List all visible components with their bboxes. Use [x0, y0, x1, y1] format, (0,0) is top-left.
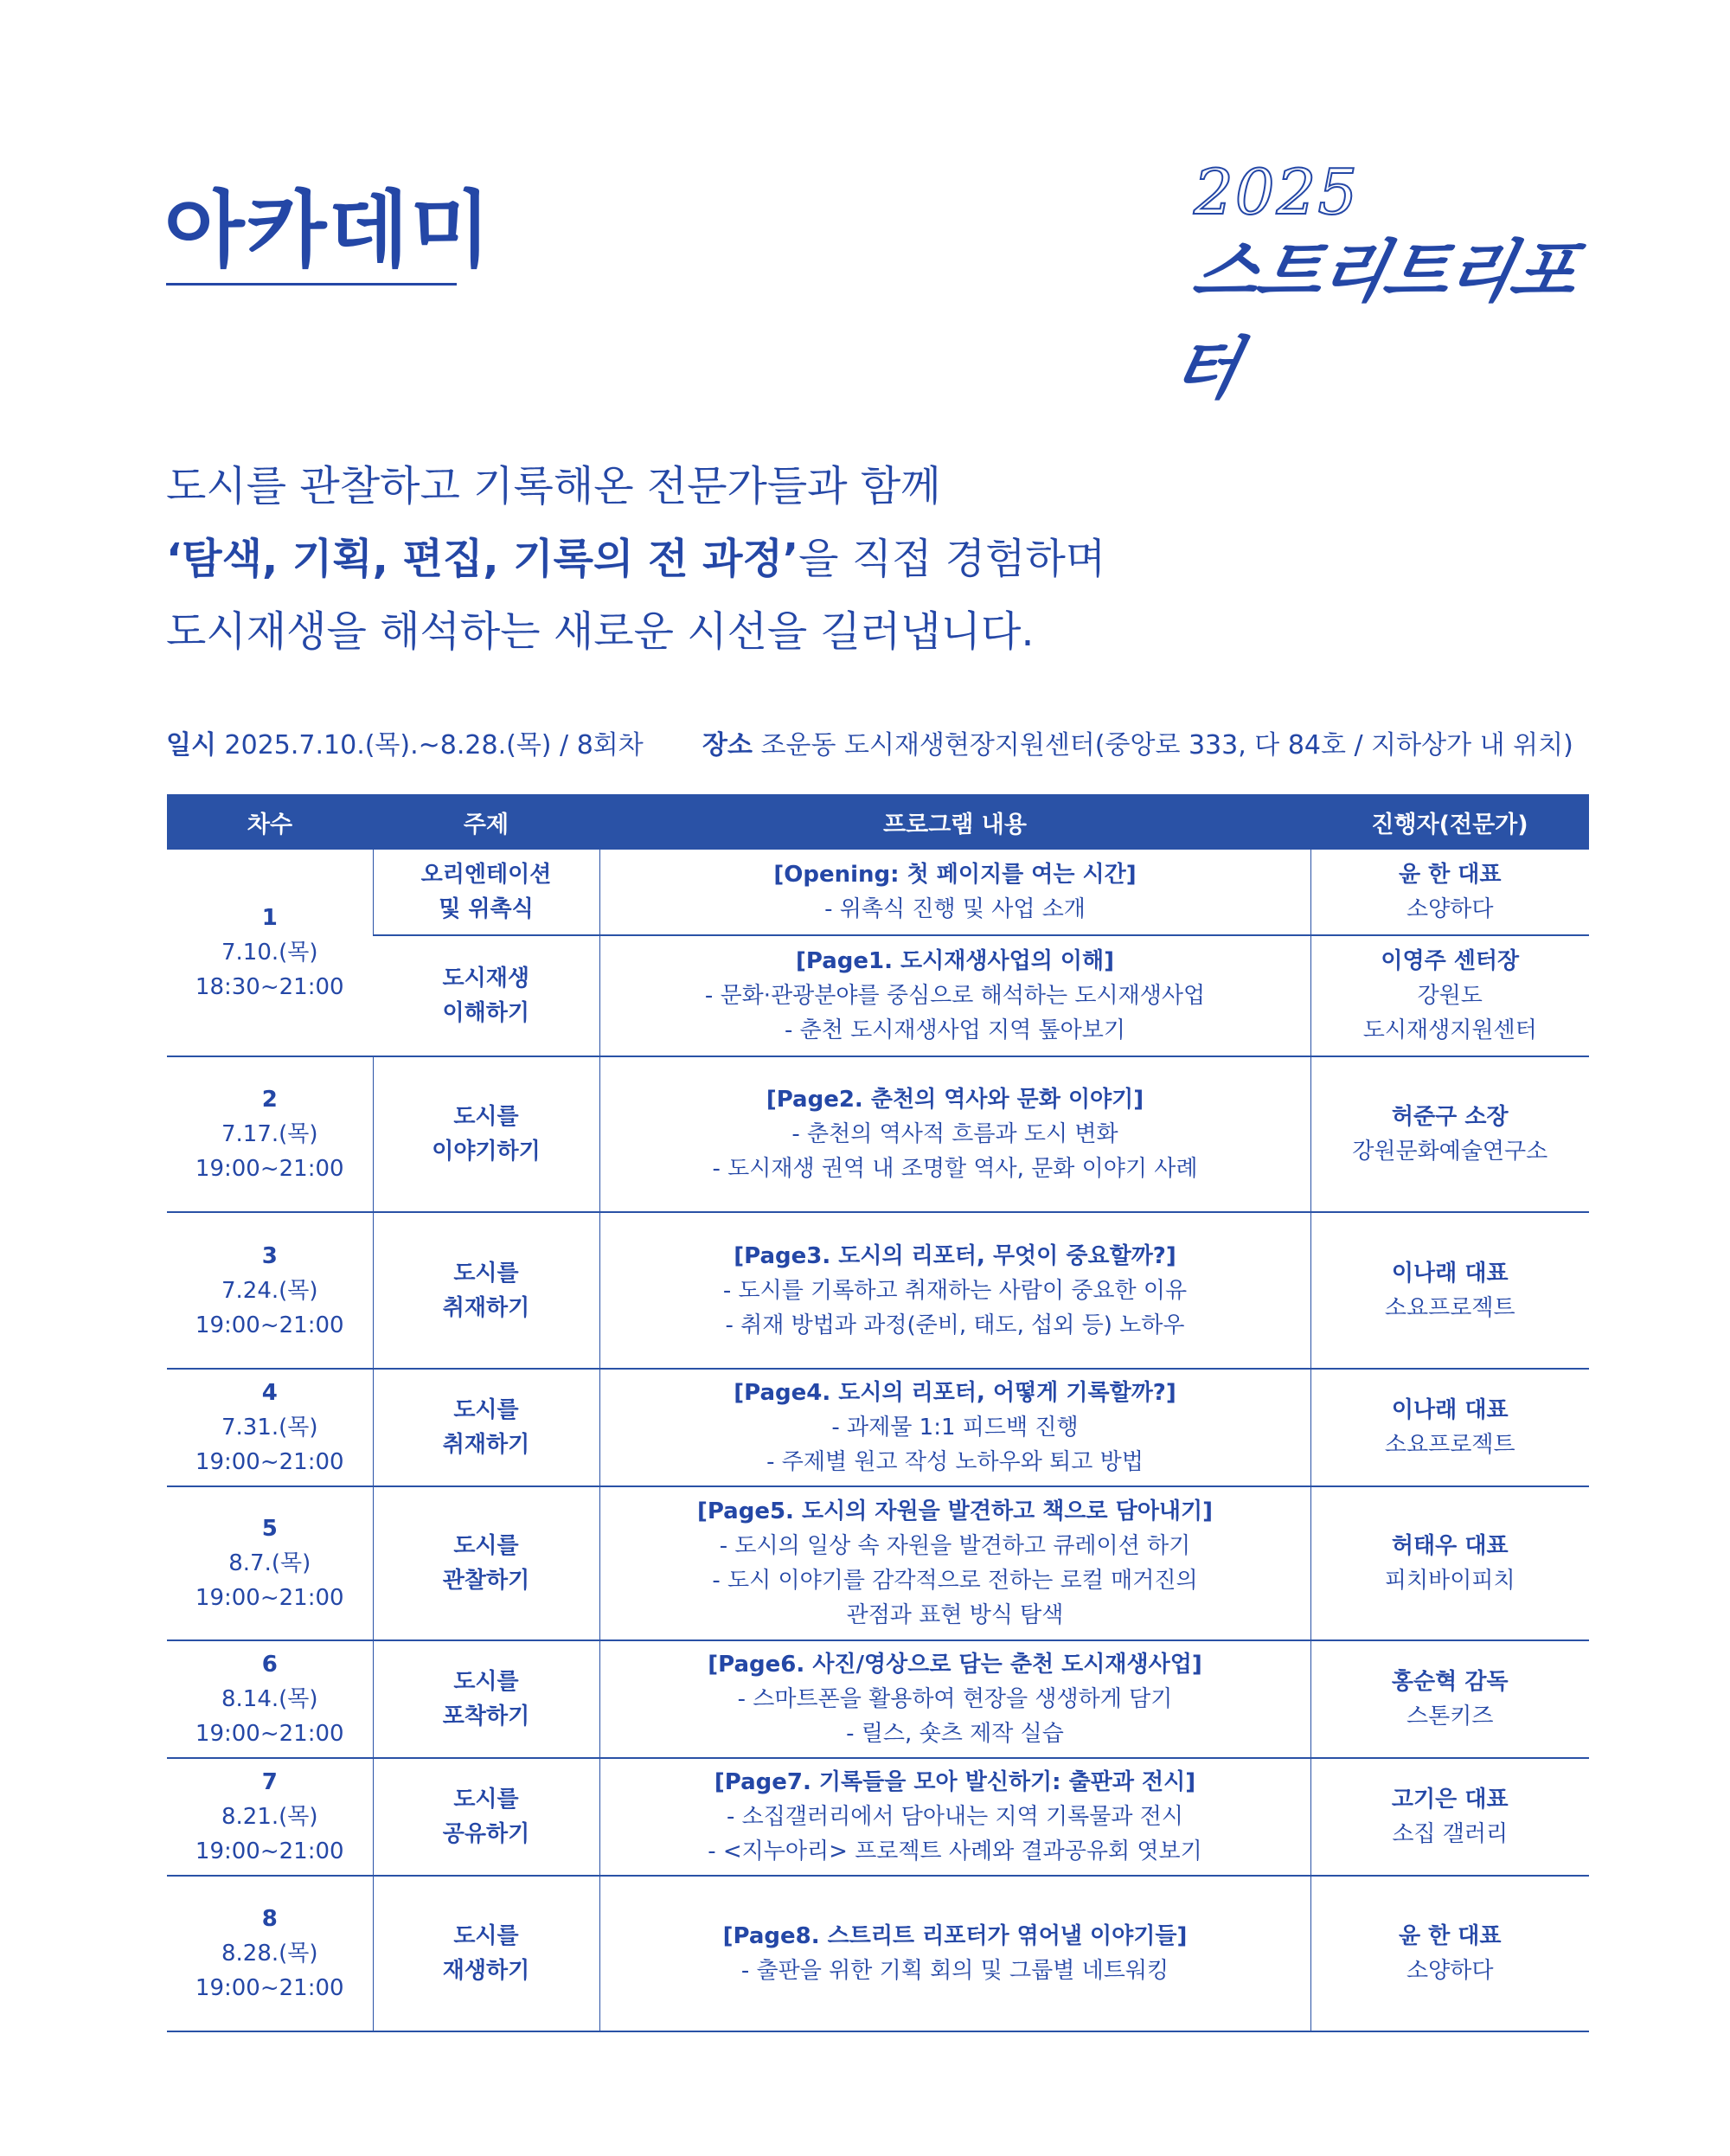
table-row	[167, 1369, 1589, 1486]
header-program: 프로그램 내용	[599, 794, 1310, 850]
program-title: [Page2. 춘천의 역사와 문화 이야기]	[766, 1087, 1144, 1113]
program-title: [Page6. 사진/영상으로 담는 춘천 도시재생사업]	[708, 1652, 1202, 1678]
table-row	[167, 1876, 1589, 2031]
session-number: 2	[261, 1087, 278, 1113]
speaker-org: 피치바이피치	[1384, 1568, 1515, 1594]
speaker-org: 소양하다	[1406, 1958, 1494, 1984]
page-title: 아카데미	[164, 182, 492, 279]
speaker-name: 홍순혁 감독	[1391, 1669, 1509, 1695]
topic-line: 취재하기	[442, 1432, 530, 1458]
program-title: [Page4. 도시의 리포터, 어떻게 기록할까?]	[734, 1380, 1176, 1406]
session-cell	[167, 1758, 373, 1876]
table-row	[167, 1640, 1589, 1758]
session-number: 3	[261, 1242, 278, 1269]
topic-line: 도시를	[453, 1669, 519, 1695]
program-cell	[599, 1876, 1310, 2031]
speaker-name: 고기은 대표	[1391, 1787, 1509, 1813]
intro-line-3: 도시재생을 해석하는 새로운 시선을 길러냅니다.	[166, 607, 1035, 656]
program-line: 관점과 표현 방식 탐색	[846, 1602, 1064, 1628]
date-value: 2025.7.10.(목).~8.28.(목) / 8회차	[224, 730, 644, 760]
topic-line: 도시재생	[442, 966, 529, 991]
place-label: 장소	[702, 730, 753, 760]
speaker-cell	[1310, 1486, 1589, 1640]
session-time: 19:00~21:00	[195, 1975, 344, 2001]
session-cell	[167, 1486, 373, 1640]
intro-line-2-rest: 을 직접 경험하며	[798, 535, 1106, 583]
speaker-org: 소집 갤러리	[1392, 1821, 1509, 1847]
speaker-cell	[1310, 1056, 1589, 1212]
program-line: - 위촉식 진행 및 사업 소개	[824, 896, 1086, 922]
speaker-cell	[1310, 1758, 1589, 1876]
program-cell	[599, 1056, 1310, 1212]
table-row	[167, 1758, 1589, 1876]
program-cell	[599, 1640, 1310, 1758]
session-time: 19:00~21:00	[195, 1721, 344, 1747]
title-underline	[166, 283, 457, 286]
session-number: 5	[261, 1516, 278, 1542]
program-line: - 도시의 일상 속 자원을 발견하고 큐레이션 하기	[719, 1533, 1191, 1559]
topic-line: 도시를	[453, 1397, 519, 1423]
program-cell	[599, 1212, 1310, 1369]
table-body	[167, 850, 1589, 2031]
topic-line: 포착하기	[442, 1704, 530, 1729]
table-row	[167, 850, 1589, 935]
speaker-name: 이영주 센터장	[1381, 948, 1520, 974]
session-date: 8.7.(목)	[228, 1550, 311, 1576]
program-line: - 주제별 원고 작성 노하우와 퇴고 방법	[766, 1449, 1144, 1475]
topic-line: 취재하기	[442, 1294, 530, 1321]
program-cell	[599, 1369, 1310, 1486]
speaker-name: 허준구 소장	[1391, 1104, 1509, 1130]
table-row	[167, 935, 1589, 1056]
program-cell	[599, 1486, 1310, 1640]
session-cell	[167, 1640, 373, 1758]
session-time: 19:00~21:00	[195, 1585, 344, 1611]
speaker-cell	[1310, 850, 1589, 935]
session-date: 8.14.(목)	[221, 1686, 318, 1712]
logo-year: 2025	[1194, 156, 1360, 228]
speaker-cell	[1310, 1876, 1589, 2031]
session-time: 19:00~21:00	[195, 1449, 344, 1475]
program-line: - 소집갤러리에서 담아내는 지역 기록물과 전시	[727, 1804, 1183, 1830]
date-label: 일시	[166, 730, 216, 760]
program-cell	[599, 935, 1310, 1056]
speaker-org: 강원문화예술연구소	[1352, 1139, 1548, 1165]
program-line: - 과제물 1:1 피드백 진행	[831, 1415, 1079, 1441]
session-number: 1	[261, 905, 278, 931]
program-title: [Page8. 스트리트 리포터가 엮어낼 이야기들]	[722, 1923, 1188, 1949]
speaker-name: 허태우 대표	[1391, 1533, 1509, 1559]
program-line: - 문화·관광분야를 중심으로 해석하는 도시재생사업	[704, 983, 1206, 1009]
topic-line: 관찰하기	[442, 1568, 530, 1594]
program-line: - 춘천의 역사적 흐름과 도시 변화	[791, 1121, 1118, 1147]
program-title: [Opening: 첫 페이지를 여는 시간]	[773, 862, 1137, 888]
program-line: - 출판을 위한 기획 회의 및 그룹별 네트워킹	[740, 1958, 1169, 1984]
speaker-cell	[1310, 1212, 1589, 1369]
session-cell	[167, 1056, 373, 1212]
session-date: 8.21.(목)	[221, 1804, 318, 1830]
topic-cell	[373, 1758, 599, 1876]
header-speaker: 진행자(전문가)	[1310, 794, 1589, 850]
program-cell	[599, 850, 1310, 935]
program-line: - 취재 방법과 과정(준비, 태도, 섭외 등) 노하우	[725, 1312, 1185, 1338]
topic-cell	[373, 1876, 599, 2031]
session-number: 6	[261, 1652, 278, 1678]
topic-cell	[373, 1486, 599, 1640]
speaker-org: 소요프로젝트	[1384, 1294, 1515, 1321]
program-line: - 도시를 기록하고 취재하는 사람이 중요한 이유	[722, 1277, 1188, 1304]
topic-cell	[373, 850, 599, 935]
topic-line: 오리엔테이션	[420, 862, 552, 888]
session-time: 18:30~21:00	[195, 974, 344, 1000]
session-cell	[167, 1212, 373, 1369]
topic-cell	[373, 1640, 599, 1758]
session-cell	[167, 1876, 373, 2031]
topic-line: 및 위촉식	[439, 896, 534, 922]
topic-line: 도시를	[453, 1104, 519, 1130]
speaker-name: 이나래 대표	[1391, 1260, 1509, 1287]
program-title: [Page1. 도시재생사업의 이해]	[795, 948, 1115, 974]
topic-line: 공유하기	[442, 1821, 530, 1847]
intro-line-2	[166, 523, 1105, 595]
program-cell	[599, 1758, 1310, 1876]
session-number: 8	[261, 1906, 278, 1932]
session-date: 8.28.(목)	[221, 1941, 318, 1967]
speaker-cell	[1310, 935, 1589, 1056]
topic-line: 이야기하기	[432, 1139, 541, 1165]
session-number: 4	[261, 1380, 278, 1406]
speaker-name: 윤 한 대표	[1398, 1923, 1502, 1949]
session-number: 7	[261, 1769, 278, 1795]
topic-line: 재생하기	[442, 1958, 530, 1984]
program-line: - 도시재생 권역 내 조명할 역사, 문화 이야기 사례	[712, 1156, 1198, 1182]
header-topic: 주제	[373, 794, 599, 850]
topic-line: 도시를	[453, 1787, 519, 1813]
speaker-cell	[1310, 1640, 1589, 1758]
session-time: 19:00~21:00	[195, 1156, 344, 1182]
topic-cell	[373, 1212, 599, 1369]
speaker-org: 소양하다	[1406, 896, 1494, 922]
table-row	[167, 1056, 1589, 1212]
intro-line-1: 도시를 관찰하고 기록해온 전문가들과 함께	[166, 462, 941, 510]
table-header-row	[167, 794, 1589, 850]
program-line: - 스마트폰을 활용하여 현장을 생생하게 담기	[737, 1686, 1173, 1712]
speaker-org: 도시재생지원센터	[1362, 1017, 1537, 1043]
schedule-table	[167, 794, 1589, 2032]
program-line: - 릴스, 숏츠 제작 실습	[846, 1721, 1064, 1747]
place-value: 조운동 도시재생현장지원센터(중앙로 333, 다 84호 / 지하상가 내 위치)	[760, 730, 1573, 760]
session-date: 7.24.(목)	[221, 1277, 318, 1304]
program-line: - 도시 이야기를 감각적으로 전하는 로컬 매거진의	[712, 1568, 1198, 1594]
speaker-org: 강원도	[1417, 983, 1483, 1009]
speaker-name: 윤 한 대표	[1398, 862, 1502, 888]
table-row	[167, 1212, 1589, 1369]
program-line: - 춘천 도시재생사업 지역 톺아보기	[784, 1017, 1126, 1043]
program-line: - <지누아리> 프로젝트 사례와 결과공유회 엿보기	[708, 1838, 1202, 1864]
program-title: [Page5. 도시의 자원을 발견하고 책으로 담아내기]	[696, 1498, 1214, 1524]
session-date: 7.31.(목)	[221, 1415, 318, 1441]
topic-cell	[373, 1369, 599, 1486]
speaker-org: 소요프로젝트	[1384, 1432, 1515, 1458]
topic-line: 도시를	[453, 1260, 519, 1287]
speaker-name: 이나래 대표	[1391, 1397, 1509, 1423]
topic-line: 도시를	[453, 1533, 519, 1559]
schedule-date	[166, 723, 644, 761]
speaker-org: 스톤키즈	[1406, 1704, 1494, 1729]
topic-line: 이해하기	[442, 1000, 529, 1026]
topic-line: 도시를	[453, 1923, 519, 1949]
topic-cell	[373, 1056, 599, 1212]
program-title: [Page7. 기록들을 모아 발신하기: 출판과 전시]	[714, 1769, 1196, 1795]
logo-name: 스트리트리포터	[1165, 234, 1584, 408]
schedule-place	[702, 723, 1573, 761]
speaker-cell	[1310, 1369, 1589, 1486]
session-date: 7.17.(목)	[221, 1121, 318, 1147]
intro-line-2-bold: ‘탐색, 기획, 편집, 기록의 전 과정’	[166, 535, 799, 583]
session-cell	[167, 850, 373, 1056]
topic-cell	[373, 935, 599, 1056]
table-row	[167, 1486, 1589, 1640]
header-session: 차수	[167, 794, 373, 850]
session-date: 7.10.(목)	[221, 940, 318, 966]
session-time: 19:00~21:00	[195, 1312, 344, 1338]
session-time: 19:00~21:00	[195, 1838, 344, 1864]
program-title: [Page3. 도시의 리포터, 무엇이 중요할까?]	[734, 1242, 1176, 1269]
intro-text	[166, 450, 1105, 668]
logo	[1165, 156, 1609, 408]
session-cell	[167, 1369, 373, 1486]
